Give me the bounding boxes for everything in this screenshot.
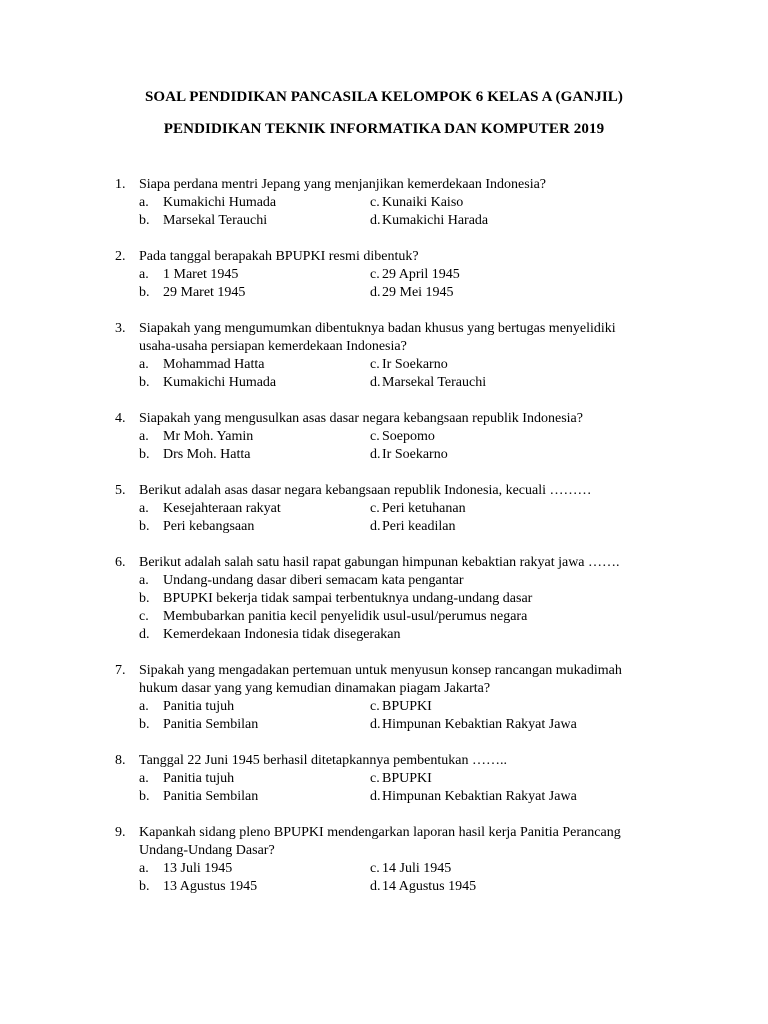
option-text: Kumakichi Humada: [163, 195, 277, 210]
question-line: [0, 320, 768, 338]
option-text: Drs Moh. Hatta: [163, 447, 251, 462]
option-letter: a.: [139, 429, 149, 444]
question-item: [0, 320, 768, 392]
option-letter: c.: [370, 699, 380, 714]
question-number: 3.: [115, 321, 126, 336]
option-letter: b.: [139, 213, 150, 228]
option-letter: c.: [370, 267, 380, 282]
option-letter: c.: [370, 771, 380, 786]
question-line: [0, 554, 768, 572]
option-text: 13 Juli 1945: [163, 861, 233, 876]
question-number: 7.: [115, 663, 126, 678]
option-letter: c.: [370, 861, 380, 876]
option-row: [0, 590, 768, 608]
question-text: Sipakah yang mengadakan pertemuan untuk menyusun konsep rancangan mukadimah: [139, 663, 622, 678]
option-row: [0, 500, 768, 518]
option-text: Kumakichi Humada: [163, 375, 277, 390]
option-text: Himpunan Kebaktian Rakyat Jawa: [382, 717, 577, 732]
option-text: 14 Agustus 1945: [382, 879, 477, 894]
option-text: 13 Agustus 1945: [163, 879, 258, 894]
option-row: [0, 194, 768, 212]
option-letter: c.: [370, 357, 380, 372]
option-letter: c.: [370, 429, 380, 444]
option-text: Panitia Sembilan: [163, 789, 259, 804]
option-letter: b.: [139, 519, 150, 534]
option-text: Himpunan Kebaktian Rakyat Jawa: [382, 789, 577, 804]
option-letter: b.: [139, 717, 150, 732]
question-item: [0, 824, 768, 896]
question-line: [0, 482, 768, 500]
option-letter: a.: [139, 573, 149, 588]
question-text: Tanggal 22 Juni 1945 berhasil ditetapkannya pembentukan ……..: [139, 753, 507, 768]
option-row: [0, 518, 768, 536]
question-number: 4.: [115, 411, 126, 426]
question-text: Siapa perdana mentri Jepang yang menjanjikan kemerdekaan Indonesia?: [139, 177, 547, 192]
question-item: [0, 752, 768, 806]
option-letter: d.: [370, 213, 381, 228]
option-letter: b.: [139, 285, 150, 300]
option-row: [0, 428, 768, 446]
question-line: [0, 824, 768, 842]
question-text: hukum dasar yang yang kemudian dinamakan piagam Jakarta?: [139, 681, 491, 696]
option-text: Marsekal Terauchi: [382, 375, 487, 390]
option-text: Peri ketuhanan: [382, 501, 466, 516]
question-list: [0, 176, 768, 914]
question-text: Pada tanggal berapakah BPUPKI resmi dibentuk?: [139, 249, 419, 264]
option-letter: a.: [139, 267, 149, 282]
option-letter: d.: [370, 717, 381, 732]
option-text: Ir Soekarno: [382, 357, 448, 372]
option-row: [0, 698, 768, 716]
question-number: 8.: [115, 753, 126, 768]
question-text: Siapakah yang mengumumkan dibentuknya badan khusus yang bertugas menyelidiki: [139, 321, 616, 336]
question-item: [0, 176, 768, 230]
option-row: [0, 374, 768, 392]
question-line: [0, 842, 768, 860]
option-text: Undang-undang dasar diberi semacam kata pengantar: [163, 573, 464, 588]
question-number: 9.: [115, 825, 126, 840]
option-letter: c.: [139, 609, 149, 624]
question-text: Berikut adalah asas dasar negara kebangsaan republik Indonesia, kecuali ………: [139, 483, 592, 498]
option-text: Marsekal Terauchi: [163, 213, 268, 228]
option-row: [0, 770, 768, 788]
option-letter: a.: [139, 501, 149, 516]
question-line: [0, 680, 768, 698]
option-letter: b.: [139, 591, 150, 606]
option-text: BPUPKI bekerja tidak sampai terbentuknya undang-undang dasar: [163, 591, 533, 606]
option-letter: a.: [139, 861, 149, 876]
question-number: 5.: [115, 483, 126, 498]
question-line: [0, 752, 768, 770]
option-text: Kunaiki Kaiso: [382, 195, 464, 210]
option-row: [0, 266, 768, 284]
option-text: Panitia tujuh: [163, 771, 235, 786]
question-text: Kapankah sidang pleno BPUPKI mendengarkan laporan hasil kerja Panitia Perancang: [139, 825, 621, 840]
option-text: 29 Mei 1945: [382, 285, 454, 300]
option-row: [0, 356, 768, 374]
option-row: [0, 878, 768, 896]
option-row: [0, 212, 768, 230]
question-item: [0, 482, 768, 536]
question-line: [0, 410, 768, 428]
option-text: Panitia Sembilan: [163, 717, 259, 732]
option-row: [0, 572, 768, 590]
question-text: Undang-Undang Dasar?: [139, 843, 275, 858]
option-letter: d.: [139, 627, 150, 642]
option-text: BPUPKI: [382, 699, 432, 714]
option-text: 29 April 1945: [382, 267, 460, 282]
option-text: Peri keadilan: [382, 519, 456, 534]
option-letter: d.: [370, 519, 381, 534]
option-row: [0, 716, 768, 734]
question-text: Siapakah yang mengusulkan asas dasar negara kebangsaan republik Indonesia?: [139, 411, 583, 426]
question-item: [0, 410, 768, 464]
option-letter: c.: [370, 501, 380, 516]
question-item: [0, 248, 768, 302]
question-number: 6.: [115, 555, 126, 570]
option-text: BPUPKI: [382, 771, 432, 786]
option-letter: b.: [139, 789, 150, 804]
option-text: 1 Maret 1945: [163, 267, 239, 282]
option-letter: a.: [139, 771, 149, 786]
option-letter: d.: [370, 879, 381, 894]
option-letter: c.: [370, 195, 380, 210]
question-line: [0, 662, 768, 680]
option-text: Kesejahteraan rakyat: [163, 501, 281, 516]
question-number: 1.: [115, 177, 126, 192]
question-line: [0, 176, 768, 194]
option-text: Panitia tujuh: [163, 699, 235, 714]
option-text: Soepomo: [382, 429, 435, 444]
option-letter: d.: [370, 447, 381, 462]
question-item: [0, 554, 768, 644]
question-text: usaha-usaha persiapan kemerdekaan Indonesia?: [139, 339, 407, 354]
option-row: [0, 626, 768, 644]
option-letter: b.: [139, 447, 150, 462]
question-text: Berikut adalah salah satu hasil rapat gabungan himpunan kebaktian rakyat jawa …….: [139, 555, 620, 570]
option-letter: b.: [139, 879, 150, 894]
question-line: [0, 338, 768, 356]
option-letter: d.: [370, 789, 381, 804]
option-text: 14 Juli 1945: [382, 861, 452, 876]
option-letter: a.: [139, 357, 149, 372]
option-text: Peri kebangsaan: [163, 519, 255, 534]
question-item: [0, 662, 768, 734]
document-subtitle: PENDIDIKAN TEKNIK INFORMATIKA DAN KOMPUTER 2019: [163, 121, 605, 137]
option-text: Ir Soekarno: [382, 447, 448, 462]
option-letter: b.: [139, 375, 150, 390]
option-letter: a.: [139, 699, 149, 714]
option-row: [0, 284, 768, 302]
option-text: Kumakichi Harada: [382, 213, 489, 228]
option-row: [0, 446, 768, 464]
option-text: Kemerdekaan Indonesia tidak disegerakan: [163, 627, 401, 642]
question-number: 2.: [115, 249, 126, 264]
option-text: Mr Moh. Yamin: [163, 429, 254, 444]
option-row: [0, 788, 768, 806]
option-text: 29 Maret 1945: [163, 285, 246, 300]
document-title: SOAL PENDIDIKAN PANCASILA KELOMPOK 6 KELAS A (GANJIL): [144, 89, 623, 105]
option-text: Mohammad Hatta: [163, 357, 265, 372]
option-letter: d.: [370, 285, 381, 300]
question-line: [0, 248, 768, 266]
option-letter: a.: [139, 195, 149, 210]
option-row: [0, 860, 768, 878]
option-row: [0, 608, 768, 626]
option-letter: d.: [370, 375, 381, 390]
option-text: Membubarkan panitia kecil penyelidik usul-usul/perumus negara: [163, 609, 528, 624]
